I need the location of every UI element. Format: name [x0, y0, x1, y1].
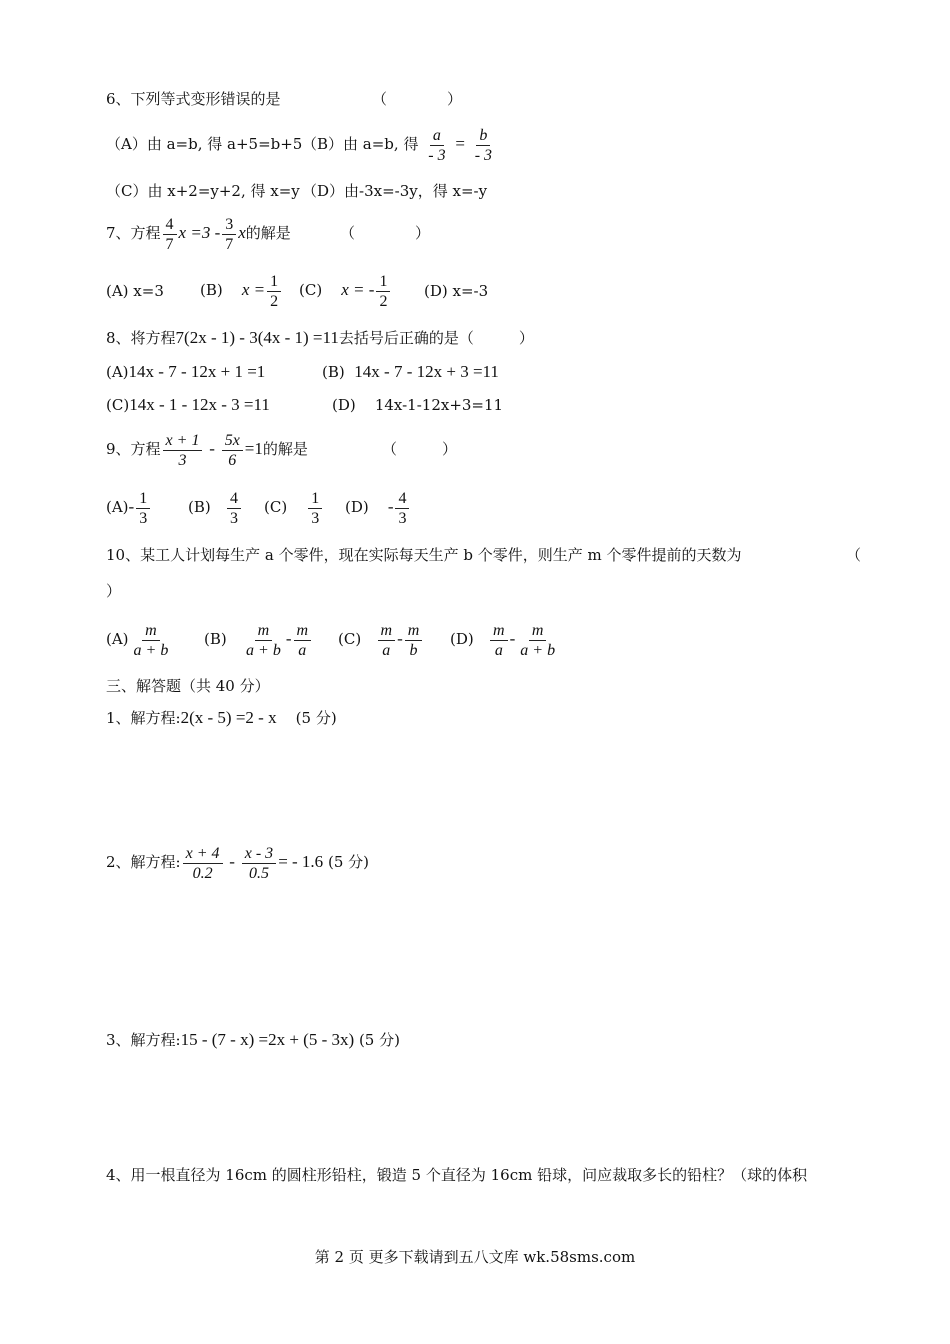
problem-2: 2、解方程: $\frac{x + 4}{0.2}$ - $\frac{x - 3}{0.5}$ = - 1.6 (5 分) — [106, 844, 369, 882]
q7-fraction-1: $\frac{4}{7}$ — [163, 215, 177, 254]
problem-3: 3、解方程:15 - (7 - x) =2x + (5 - 3x) (5 分) — [106, 1030, 400, 1049]
q9-option-b: (B) $\frac{4}{3}$ — [188, 487, 243, 528]
q10-option-c: (C) $\frac{m}{a}$ - $\frac{m}{b}$ — [338, 619, 424, 660]
problem-1: 1、解方程:2(x - 5) =2 - x (5 分) — [106, 708, 337, 727]
q9-fraction-2: $\frac{5x}{6}$ — [222, 431, 243, 470]
q7-answer-paren: （ ） — [340, 224, 431, 242]
q6-option-c: （C）由 x+2=y+2, 得 x=y — [106, 182, 300, 200]
q7-option-c: (C) x = - $\frac{1}{2}$ — [299, 270, 392, 311]
q6-option-b: （B）由 a=b, 得 $\frac{a}{- 3}$ = $\frac{b}{- 3}$ — [302, 124, 497, 165]
q9-option-a: (A)- $\frac{1}{3}$ — [106, 487, 152, 528]
q10-option-d: (D) $\frac{m}{a}$ - $\frac{m}{a + b}$ — [450, 621, 556, 659]
section-3-heading: 三、解答题（共 40 分） — [106, 677, 270, 695]
problem-4: 4、用一根直径为 16cm 的圆柱形铅柱，锻造 5 个直径为 16cm 铅球，问应裁取多长的铅柱？（球的体积 — [106, 1166, 808, 1184]
q6-option-d: （D）由-3x=-3y，得 x=-y — [302, 182, 488, 200]
q10-stem: 10、某工人计划每生产 a 个零件，现在实际每天生产 b 个零件，则生产 m 个零件提前的天数为 — [106, 546, 742, 564]
q7-option-d: (D) x=-3 — [424, 282, 489, 300]
q9-fraction-1: $\frac{x + 1}{3}$ — [163, 431, 203, 470]
q6-answer-paren: （ ） — [372, 90, 463, 108]
q9-stem: 9、方程 $\frac{x + 1}{3}$ - $\frac{5x}{6}$ =1的解是 — [106, 431, 308, 469]
q6-stem: 6、下列等式变形错误的是 — [106, 90, 281, 108]
q6-b-fraction-1: $\frac{a}{- 3}$ — [428, 126, 446, 164]
q9-answer-paren: （ ） — [382, 440, 458, 458]
q8-stem: 8、将方程7(2x - 1) - 3(4x - 1) =11去括号后正确的是（ ） — [106, 328, 534, 347]
q7-option-b: (B) x = $\frac{1}{2}$ — [200, 270, 283, 311]
q10-paren-close: ） — [106, 582, 122, 600]
q7-stem: 7、方程 $\frac{4}{7}$ x =3 - $\frac{3}{7}$ x的解是 — [106, 215, 291, 253]
q10-option-a: (A) $\frac{m}{a + b}$ — [106, 621, 169, 659]
q8-option-c: (C)14x - 1 - 12x - 3 =11 — [106, 395, 270, 414]
q10-paren-open: （ — [846, 546, 862, 564]
q7-fraction-2: $\frac{3}{7}$ — [222, 215, 236, 254]
q7-option-a: (A) x=3 — [106, 282, 164, 300]
q9-option-d: (D) - $\frac{4}{3}$ — [345, 487, 411, 528]
q8-option-b: (B) 14x - 7 - 12x + 3 =11 — [322, 362, 499, 381]
q8-option-a: (A)14x - 7 - 12x + 1 =1 — [106, 362, 266, 381]
q10-option-b: (B) $\frac{m}{a + b}$ - $\frac{m}{a}$ — [204, 619, 313, 660]
q9-option-c: (C) $\frac{1}{3}$ — [264, 487, 324, 528]
q6-option-a: （A）由 a=b, 得 a+5=b+5 — [106, 135, 303, 153]
q8-option-d: (D) 14x-1-12x+3=11 — [332, 396, 504, 414]
q6-b-fraction-2: $\frac{b}{- 3}$ — [474, 126, 493, 164]
page-footer: 第 2 页 更多下载请到五八文库 wk.58sms.com — [314, 1248, 636, 1266]
